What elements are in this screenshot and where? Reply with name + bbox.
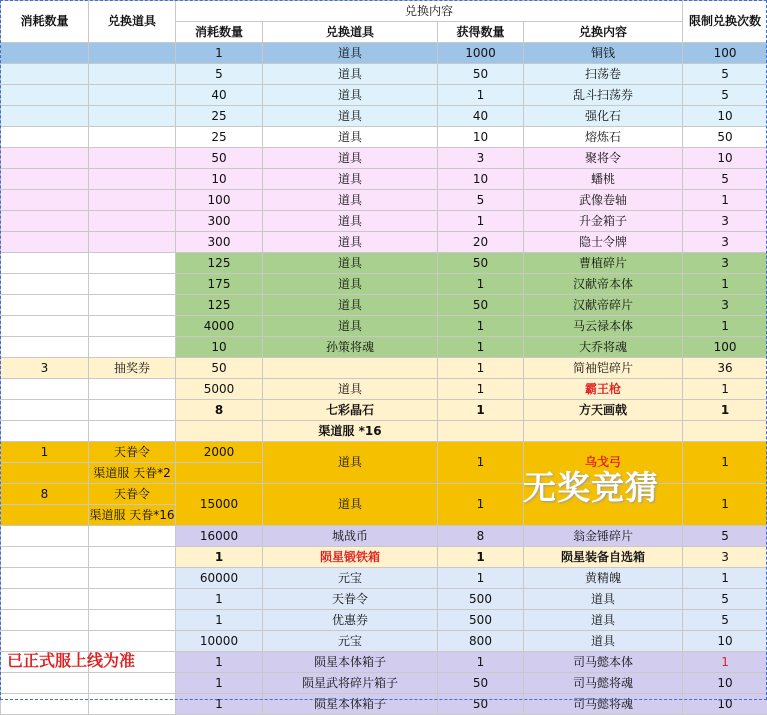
- cell-cost[interactable]: 25: [176, 127, 263, 148]
- cell-item[interactable]: 道具: [263, 106, 438, 127]
- cell[interactable]: [1, 400, 89, 421]
- cell-item[interactable]: [263, 358, 438, 379]
- cell-limit[interactable]: 10: [683, 106, 767, 127]
- cell-limit[interactable]: 1: [683, 316, 767, 337]
- cell[interactable]: [89, 148, 176, 169]
- cell-item[interactable]: 孙策将魂: [263, 337, 438, 358]
- cell[interactable]: [1, 64, 89, 85]
- cell[interactable]: [89, 526, 176, 547]
- cell-item[interactable]: 道具: [263, 211, 438, 232]
- cell-cost[interactable]: 16000: [176, 526, 263, 547]
- watermark: 无奖竞猜: [523, 462, 659, 509]
- cell-qty[interactable]: 50: [438, 64, 524, 85]
- cell[interactable]: [1, 274, 89, 295]
- cell-item[interactable]: 道具: [263, 442, 438, 484]
- cell[interactable]: [89, 127, 176, 148]
- cell-item[interactable]: 陨星锻铁箱: [263, 547, 438, 568]
- cell-limit[interactable]: 1: [683, 652, 767, 673]
- cell-cost[interactable]: 175: [176, 274, 263, 295]
- cell-cost[interactable]: 10: [176, 337, 263, 358]
- cell[interactable]: [176, 421, 263, 442]
- table-row[interactable]: [1, 337, 767, 358]
- cell-item[interactable]: 道具: [263, 127, 438, 148]
- cell-item[interactable]: 道具: [263, 316, 438, 337]
- cell-cost[interactable]: 1: [176, 547, 263, 568]
- cell-limit[interactable]: 10: [683, 631, 767, 652]
- cell[interactable]: [89, 232, 176, 253]
- table-row[interactable]: [1, 673, 767, 694]
- cell-qty[interactable]: 1: [438, 316, 524, 337]
- cell-item[interactable]: 城战币: [263, 526, 438, 547]
- table-row[interactable]: [1, 274, 767, 295]
- cell-item[interactable]: 七彩晶石: [263, 400, 438, 421]
- cell-limit[interactable]: 1: [683, 568, 767, 589]
- table-row[interactable]: [1, 400, 767, 421]
- cell[interactable]: [89, 694, 176, 715]
- header-qty[interactable]: 获得数量: [438, 22, 524, 43]
- cell-cost[interactable]: 5: [176, 64, 263, 85]
- cell-reward[interactable]: 马云禄本体: [524, 316, 683, 337]
- cell-item[interactable]: 道具: [263, 43, 438, 64]
- table-row[interactable]: [1, 442, 767, 463]
- cell-reward[interactable]: 曹植碎片: [524, 253, 683, 274]
- cell[interactable]: [89, 43, 176, 64]
- cell-limit[interactable]: 5: [683, 610, 767, 631]
- cell-reward[interactable]: 道具: [524, 631, 683, 652]
- cell-qty[interactable]: 8: [438, 526, 524, 547]
- cell-item[interactable]: 渠道服 *16: [263, 421, 438, 442]
- table-row[interactable]: [1, 547, 767, 568]
- cell-cost[interactable]: 1: [176, 589, 263, 610]
- cell-cost[interactable]: 10000: [176, 631, 263, 652]
- cell-limit[interactable]: 1: [683, 379, 767, 400]
- cell-limit[interactable]: 1: [683, 190, 767, 211]
- cell-left-cost[interactable]: 3: [1, 358, 89, 379]
- cell-limit[interactable]: 3: [683, 295, 767, 316]
- cell-item[interactable]: 陨星本体箱子: [263, 694, 438, 715]
- cell-qty[interactable]: 1: [438, 442, 524, 484]
- cell-limit[interactable]: 10: [683, 694, 767, 715]
- cell-cost[interactable]: 50: [176, 358, 263, 379]
- header-item[interactable]: 兑换道具: [263, 22, 438, 43]
- cell-item[interactable]: 陨星武将碎片箱子: [263, 673, 438, 694]
- cell-item[interactable]: 道具: [263, 148, 438, 169]
- table-row[interactable]: [1, 106, 767, 127]
- cell-reward[interactable]: 方天画戟: [524, 400, 683, 421]
- cell-qty[interactable]: 1: [438, 337, 524, 358]
- cell-reward[interactable]: 大乔将魂: [524, 337, 683, 358]
- table-row[interactable]: [1, 148, 767, 169]
- cell[interactable]: [176, 463, 263, 484]
- cell-qty[interactable]: 5: [438, 190, 524, 211]
- cell-cost[interactable]: 100: [176, 190, 263, 211]
- cell-reward[interactable]: 道具: [524, 610, 683, 631]
- cell[interactable]: [1, 589, 89, 610]
- cell[interactable]: [89, 316, 176, 337]
- cell-item[interactable]: 道具: [263, 169, 438, 190]
- cell[interactable]: [1, 43, 89, 64]
- cell-cost[interactable]: 2000: [176, 442, 263, 463]
- cell[interactable]: [89, 274, 176, 295]
- cell-limit[interactable]: 10: [683, 673, 767, 694]
- cell-item[interactable]: 道具: [263, 484, 438, 526]
- cell-reward[interactable]: 扫荡卷: [524, 64, 683, 85]
- cell-reward[interactable]: 聚将令: [524, 148, 683, 169]
- header-reward[interactable]: 兑换内容: [524, 22, 683, 43]
- cell-cost[interactable]: 10: [176, 169, 263, 190]
- cell[interactable]: [1, 568, 89, 589]
- cell-left-cost[interactable]: 1: [1, 442, 89, 463]
- cell-cost[interactable]: 40: [176, 85, 263, 106]
- cell-reward[interactable]: 熔炼石: [524, 127, 683, 148]
- cell-qty[interactable]: 50: [438, 673, 524, 694]
- cell-left-item[interactable]: 天眷令: [89, 442, 176, 463]
- cell-cost[interactable]: 4000: [176, 316, 263, 337]
- table-row[interactable]: [1, 190, 767, 211]
- cell-cost[interactable]: 300: [176, 232, 263, 253]
- cell-qty[interactable]: 1: [438, 379, 524, 400]
- cell-item[interactable]: 元宝: [263, 631, 438, 652]
- cell-limit[interactable]: 10: [683, 148, 767, 169]
- cell[interactable]: [1, 673, 89, 694]
- table-row[interactable]: [1, 610, 767, 631]
- cell-limit[interactable]: 5: [683, 169, 767, 190]
- cell-cost[interactable]: 1: [176, 43, 263, 64]
- table-row[interactable]: [1, 64, 767, 85]
- cell-qty[interactable]: 10: [438, 169, 524, 190]
- cell-limit[interactable]: 3: [683, 211, 767, 232]
- cell[interactable]: [89, 253, 176, 274]
- cell[interactable]: [1, 421, 89, 442]
- table-row[interactable]: [1, 253, 767, 274]
- cell-limit[interactable]: 5: [683, 64, 767, 85]
- cell-limit[interactable]: 5: [683, 526, 767, 547]
- cell-cost[interactable]: 300: [176, 211, 263, 232]
- cell-qty[interactable]: 1: [438, 85, 524, 106]
- cell-cost[interactable]: 1: [176, 610, 263, 631]
- cell-limit[interactable]: 50: [683, 127, 767, 148]
- cell[interactable]: [1, 316, 89, 337]
- cell-qty[interactable]: 500: [438, 610, 524, 631]
- cell[interactable]: [1, 106, 89, 127]
- cell[interactable]: [89, 295, 176, 316]
- cell[interactable]: [1, 211, 89, 232]
- table-row[interactable]: [1, 211, 767, 232]
- cell-qty[interactable]: 1: [438, 211, 524, 232]
- table-row[interactable]: [1, 295, 767, 316]
- cell-reward[interactable]: 铜钱: [524, 43, 683, 64]
- cell-item[interactable]: 道具: [263, 64, 438, 85]
- cell[interactable]: [1, 232, 89, 253]
- cell[interactable]: [89, 190, 176, 211]
- cell-reward[interactable]: 道具: [524, 589, 683, 610]
- cell-item[interactable]: 陨星本体箱子: [263, 652, 438, 673]
- cell-item[interactable]: 道具: [263, 295, 438, 316]
- cell-qty[interactable]: 10: [438, 127, 524, 148]
- cell-left-cost[interactable]: 8: [1, 484, 89, 505]
- cell-reward[interactable]: 司马懿本体: [524, 652, 683, 673]
- cell-qty[interactable]: 1: [438, 547, 524, 568]
- cell-item[interactable]: 道具: [263, 274, 438, 295]
- cell-reward[interactable]: 汉献帝本体: [524, 274, 683, 295]
- cell[interactable]: [89, 673, 176, 694]
- cell-item[interactable]: 天眷令: [263, 589, 438, 610]
- cell-limit[interactable]: 5: [683, 85, 767, 106]
- cell-cost[interactable]: 125: [176, 295, 263, 316]
- cell-qty[interactable]: 1: [438, 484, 524, 526]
- cell-reward[interactable]: 升金箱子: [524, 211, 683, 232]
- cell-left-item[interactable]: 渠道服 天眷*2: [89, 463, 176, 484]
- cell-qty[interactable]: 1: [438, 568, 524, 589]
- cell[interactable]: [524, 421, 683, 442]
- cell[interactable]: [683, 421, 767, 442]
- cell-left-item[interactable]: 天眷令: [89, 484, 176, 505]
- cell[interactable]: [1, 148, 89, 169]
- cell-qty[interactable]: 1: [438, 652, 524, 673]
- cell-limit[interactable]: 1: [683, 400, 767, 421]
- cell-cost[interactable]: 1: [176, 652, 263, 673]
- cell-reward[interactable]: 强化石: [524, 106, 683, 127]
- cell[interactable]: [1, 694, 89, 715]
- cell[interactable]: [1, 610, 89, 631]
- cell[interactable]: [89, 169, 176, 190]
- cell-limit[interactable]: 5: [683, 589, 767, 610]
- cell-reward[interactable]: 乌戈弓: [524, 442, 683, 484]
- cell-qty[interactable]: 1000: [438, 43, 524, 64]
- table-row[interactable]: [1, 379, 767, 400]
- cell-qty[interactable]: 50: [438, 694, 524, 715]
- cell-qty[interactable]: 40: [438, 106, 524, 127]
- header-cost-left[interactable]: 消耗数量: [1, 1, 89, 43]
- cell[interactable]: [89, 211, 176, 232]
- cell-limit[interactable]: 100: [683, 337, 767, 358]
- cell-left-item[interactable]: 渠道服 天眷*16: [89, 505, 176, 526]
- cell-cost[interactable]: 1: [176, 673, 263, 694]
- table-row[interactable]: [1, 169, 767, 190]
- cell-qty[interactable]: 1: [438, 274, 524, 295]
- cell-reward[interactable]: 司马懿将魂: [524, 673, 683, 694]
- table-row[interactable]: [1, 568, 767, 589]
- header-item-left[interactable]: 兑换道具: [89, 1, 176, 43]
- cell-reward[interactable]: 蟠桃: [524, 169, 683, 190]
- cell-qty[interactable]: 1: [438, 358, 524, 379]
- cell[interactable]: [1, 85, 89, 106]
- cell[interactable]: [89, 421, 176, 442]
- cell-reward[interactable]: 武像卷轴: [524, 190, 683, 211]
- cell[interactable]: [1, 295, 89, 316]
- cell[interactable]: [89, 547, 176, 568]
- cell[interactable]: [89, 568, 176, 589]
- header-group[interactable]: 兑换内容: [176, 1, 683, 22]
- cell-left-item[interactable]: 抽奖券: [89, 358, 176, 379]
- cell-reward[interactable]: 司马懿将魂: [524, 694, 683, 715]
- cell-item[interactable]: 道具: [263, 379, 438, 400]
- cell-limit[interactable]: 100: [683, 43, 767, 64]
- cell-qty[interactable]: 3: [438, 148, 524, 169]
- table-row[interactable]: [1, 316, 767, 337]
- cell[interactable]: [1, 526, 89, 547]
- cell-item[interactable]: 元宝: [263, 568, 438, 589]
- cell[interactable]: [89, 337, 176, 358]
- cell-item[interactable]: 道具: [263, 253, 438, 274]
- cell-qty[interactable]: 50: [438, 295, 524, 316]
- table-row[interactable]: [1, 694, 767, 715]
- cell-limit[interactable]: 1: [683, 442, 767, 484]
- table-row[interactable]: [1, 127, 767, 148]
- table-row[interactable]: [1, 589, 767, 610]
- header-cost[interactable]: 消耗数量: [176, 22, 263, 43]
- header-limit[interactable]: 限制兑换次数: [683, 1, 767, 43]
- cell[interactable]: [1, 169, 89, 190]
- cell-item[interactable]: 道具: [263, 232, 438, 253]
- cell-item[interactable]: 优惠券: [263, 610, 438, 631]
- cell[interactable]: [89, 85, 176, 106]
- cell-qty[interactable]: 800: [438, 631, 524, 652]
- cell[interactable]: [89, 64, 176, 85]
- cell-limit[interactable]: 36: [683, 358, 767, 379]
- cell-cost[interactable]: 50: [176, 148, 263, 169]
- cell[interactable]: [89, 379, 176, 400]
- cell[interactable]: [89, 610, 176, 631]
- cell-reward[interactable]: 霸王枪: [524, 379, 683, 400]
- cell-reward[interactable]: 简袖铠碎片: [524, 358, 683, 379]
- cell-qty[interactable]: 500: [438, 589, 524, 610]
- cell-qty[interactable]: 50: [438, 253, 524, 274]
- cell[interactable]: [1, 547, 89, 568]
- cell[interactable]: [438, 421, 524, 442]
- cell-reward[interactable]: 汉献帝碎片: [524, 295, 683, 316]
- cell-qty[interactable]: 1: [438, 400, 524, 421]
- cell-reward[interactable]: 乱斗扫荡券: [524, 85, 683, 106]
- cell-limit[interactable]: 3: [683, 232, 767, 253]
- cell[interactable]: [1, 463, 89, 484]
- cell-item[interactable]: 道具: [263, 85, 438, 106]
- cell-reward[interactable]: 隐士令牌: [524, 232, 683, 253]
- release-note: 已正式服上线为准: [7, 648, 135, 671]
- cell[interactable]: [89, 400, 176, 421]
- table-row[interactable]: [1, 85, 767, 106]
- cell-limit[interactable]: 3: [683, 547, 767, 568]
- cell-cost[interactable]: 60000: [176, 568, 263, 589]
- cell-qty[interactable]: 20: [438, 232, 524, 253]
- cell-cost[interactable]: 1: [176, 694, 263, 715]
- cell[interactable]: [89, 106, 176, 127]
- cell-reward[interactable]: 翁金锤碎片: [524, 526, 683, 547]
- cell[interactable]: [1, 253, 89, 274]
- cell[interactable]: [1, 190, 89, 211]
- table-row[interactable]: [1, 358, 767, 379]
- cell[interactable]: [1, 379, 89, 400]
- cell-reward[interactable]: 黄精魄: [524, 568, 683, 589]
- cell-limit[interactable]: 1: [683, 274, 767, 295]
- cell[interactable]: [89, 589, 176, 610]
- table-row[interactable]: [1, 526, 767, 547]
- cell[interactable]: [1, 505, 89, 526]
- cell-cost[interactable]: 15000: [176, 484, 263, 526]
- cell-limit[interactable]: 1: [683, 484, 767, 526]
- cell-cost[interactable]: 5000: [176, 379, 263, 400]
- cell[interactable]: [1, 337, 89, 358]
- cell[interactable]: [1, 127, 89, 148]
- table-row[interactable]: [1, 421, 767, 442]
- cell-cost[interactable]: 25: [176, 106, 263, 127]
- cell-item[interactable]: 道具: [263, 190, 438, 211]
- table-row[interactable]: [1, 43, 767, 64]
- table-row[interactable]: [1, 232, 767, 253]
- cell-cost[interactable]: 8: [176, 400, 263, 421]
- cell-reward[interactable]: 陨星装备自选箱: [524, 547, 683, 568]
- cell-limit[interactable]: 3: [683, 253, 767, 274]
- cell-cost[interactable]: 125: [176, 253, 263, 274]
